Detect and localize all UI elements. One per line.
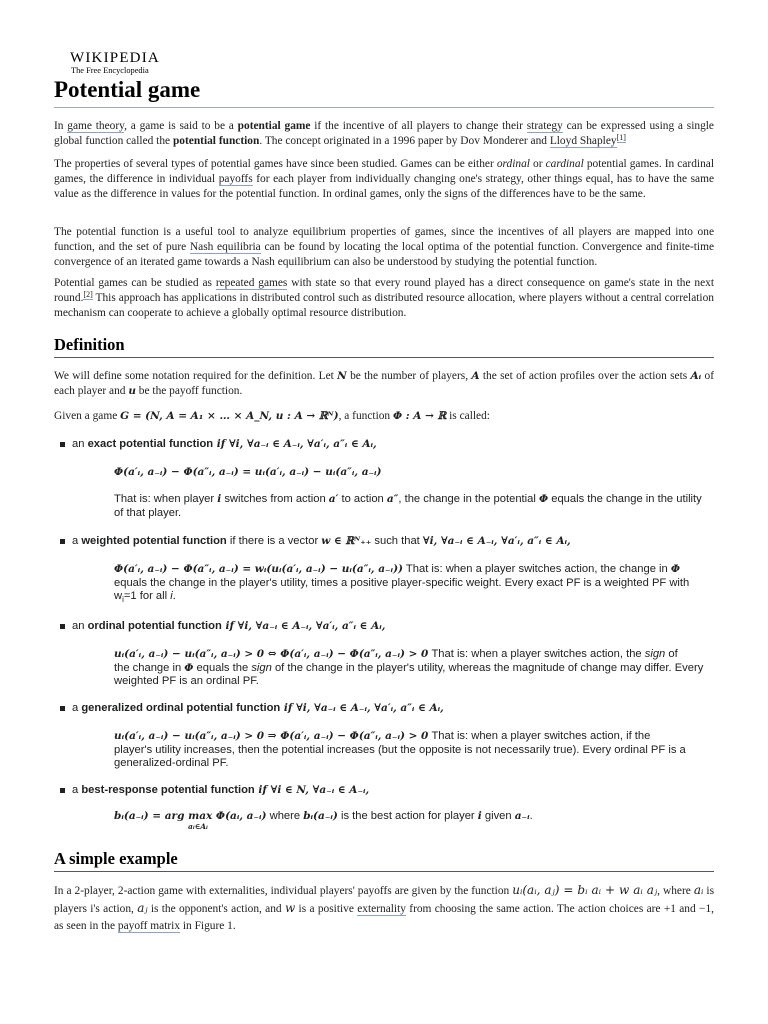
intro-paragraph-4: Potential games can be studied as repeated games with state so that every round played has a direct consequence on game's state in the next round.[2] This approach has applications in distributed control such as distributed resource allocation, where players without a central correlation mechanism can cooperate to achieve a globally optimal resource distribution. [54,277,714,319]
wikipedia-logo[interactable] [70,50,160,76]
link-payoff-matrix[interactable]: payoff matrix [117,920,181,932]
section-heading-simple-example: A simple example [54,849,178,868]
definition-paragraph-1: We will define some notation required for the definition. Let N be the number of players, A the set of action profiles over the action sets Aᵢ of each player and u be the payoff function. [54,370,714,397]
intro-paragraph-3: The potential function is a useful tool to analyze equilibrium properties of games, since the incentives of all players are mapped into one function, and the set of pure Nash equilibria can be found by locating the local optima of the potential function. Convergence and finite-time convergence of an iterated game towards a Nash equilibrium can also be understood by studying the potential function. [54,226,714,268]
explanation-ordinal: uᵢ(a′ᵢ, a₋ᵢ) − uᵢ(a″ᵢ, a₋ᵢ) > 0 ⇔ Φ(a′ᵢ, a₋ᵢ) − Φ(a″ᵢ, a₋ᵢ) > 0 That is: when a player switches action, the sign of the change in Φ equals the sign of the change in the player's utility, whereas the magnitude of change may differ. Every weighted PF is an ordinal PF. [114,648,704,687]
link-payoffs[interactable]: payoffs [218,173,253,185]
logo-tagline: The Free Encyclopedia [71,66,149,75]
explanation-exact: That is: when player i switches from action a′ to action a″, the change in the potential Φ equals the change in the utility of that player. [114,493,702,519]
list-item-generalized-ordinal: a generalized ordinal potential function if ∀i, ∀a₋ᵢ ∈ A₋ᵢ, ∀a′ᵢ, a″ᵢ ∈ Aᵢ, [72,702,444,714]
example-paragraph-1: In a 2-player, 2-action game with externalities, individual players' payoffs are given by the function uᵢ(aᵢ, aⱼ) = bᵢ aᵢ + w aᵢ aⱼ, where aᵢ is players i's action, aⱼ is the opponent's action, and w is a positive externality from choosing the same action. The action choices are +1 and −1, as seen in the payoff matrix in Figure 1. [54,883,715,932]
reference-2[interactable]: [2] [83,290,93,299]
link-repeated-games[interactable]: repeated games [215,277,288,289]
link-strategy[interactable]: strategy [526,120,563,132]
bullet [60,788,65,793]
page-title: Potential game [54,77,201,102]
explanation-best-response: bᵢ(a₋ᵢ) = arg max Φ(aᵢ, a₋ᵢ) where bᵢ(a₋ᵢ) is the best action for player i given a₋ᵢ. [114,810,533,822]
intro-paragraph-1: In game theory, a game is said to be a potential game if the incentive of all players to change their strategy can be expressed using a single global function called the potential function. The concept originated in a 1996 paper by Dov Monderer and Lloyd Shapley[1] [54,120,714,147]
link-game-theory[interactable]: game theory [67,120,125,132]
bullet [60,442,65,447]
list-item-weighted-potential: a weighted potential function if there is a vector w ∈ ℝᴺ₊₊ such that ∀i, ∀a₋ᵢ ∈ A₋ᵢ, ∀a′ᵢ, a″ᵢ ∈ Aᵢ, [72,535,571,547]
bullet [60,539,65,544]
link-externality[interactable]: externality [357,903,406,915]
section-heading-definition: Definition [54,335,125,354]
bullet [60,706,65,711]
reference-1[interactable]: [1] [616,133,626,142]
definition-paragraph-2: Given a game G = (N, A = A₁ × … × A_N, u : A → ℝᴺ), a function Φ : A → ℝ is called: [54,410,490,422]
argmax-subscript: aᵢ∈Aᵢ [188,822,208,831]
explanation-generalized-ordinal: uᵢ(a′ᵢ, a₋ᵢ) − uᵢ(a″ᵢ, a₋ᵢ) > 0 ⇒ Φ(a′ᵢ, a₋ᵢ) − Φ(a″ᵢ, a₋ᵢ) > 0 That is: when a player switches action, if the player's utility increases, then the potential increases (but the opposite is not necessarily true). Every ordinal PF is a generalized-ordinal PF. [114,730,686,769]
equation-exact: Φ(a′ᵢ, a₋ᵢ) − Φ(a″ᵢ, a₋ᵢ) = uᵢ(a′ᵢ, a₋ᵢ) − uᵢ(a″ᵢ, a₋ᵢ) [114,466,382,478]
bullet [60,624,65,629]
link-lloyd-shapley[interactable]: Lloyd Shapley [549,135,617,147]
list-item-exact-potential: an exact potential function if ∀i, ∀a₋ᵢ ∈ A₋ᵢ, ∀a′ᵢ, a″ᵢ ∈ Aᵢ, [72,438,377,450]
intro-paragraph-2: The properties of several types of potential games have since been studied. Games can be either ordinal or cardinal potential games. In cardinal games, the difference in individual payoffs for each player from individually changing one's strategy, other things equal, has to have the same value as the difference in values for the potential function. In ordinal games, only the signs of the differences have to be the same. [54,158,715,200]
link-nash-equilibria[interactable]: Nash equilibria [189,241,261,253]
list-item-ordinal-potential: an ordinal potential function if ∀i, ∀a₋ᵢ ∈ A₋ᵢ, ∀a′ᵢ, a″ᵢ ∈ Aᵢ, [72,620,386,632]
section-divider [54,871,714,872]
title-divider [54,107,714,108]
logo-wordmark: WIKIPEDIA [70,50,160,66]
section-divider [54,357,714,358]
explanation-weighted: Φ(a′ᵢ, a₋ᵢ) − Φ(a″ᵢ, a₋ᵢ) = wᵢ(uᵢ(a′ᵢ, a₋ᵢ) − uᵢ(a″ᵢ, a₋ᵢ)) That is: when a player switches action, the change in Φ equals the change in the player's utility, times a positive player-specific weight. Every exact PF is a weighted PF with $w_i=1$ for all i. [114,563,690,605]
list-item-best-response: a best-response potential function if ∀i ∈ N, ∀a₋ᵢ ∈ A₋ᵢ, [72,784,370,796]
